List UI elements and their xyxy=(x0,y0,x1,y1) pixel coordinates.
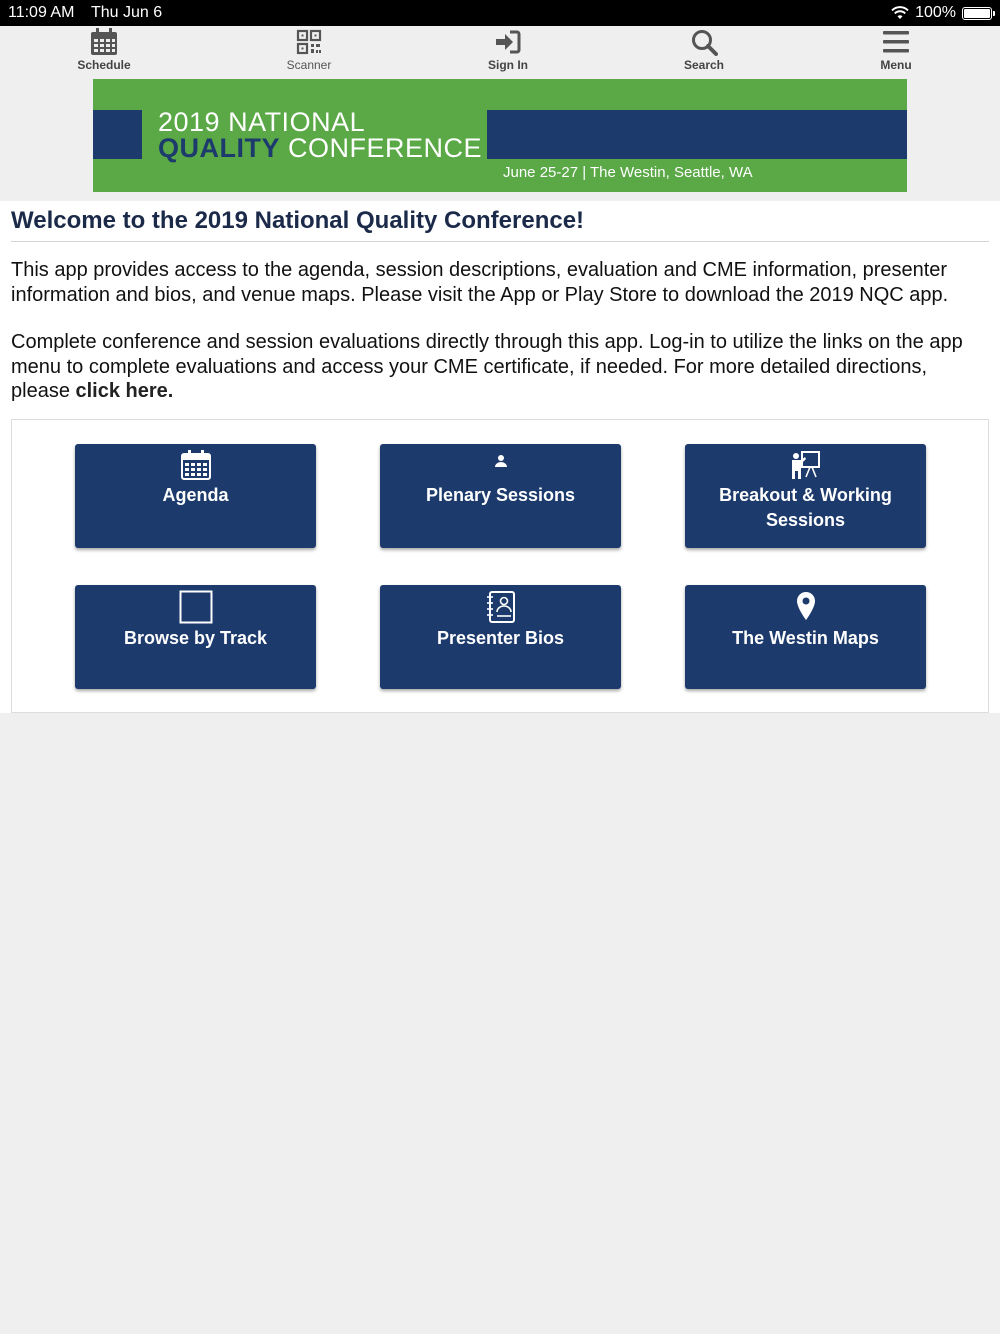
presenter-bios-tile[interactable] xyxy=(380,585,621,689)
tab-menu[interactable] xyxy=(851,26,941,79)
tile-label: Presenter Bios xyxy=(436,628,565,648)
click-here-link[interactable]: click here. xyxy=(75,380,174,402)
tab-search[interactable] xyxy=(659,26,749,79)
qr-code-icon xyxy=(295,28,323,56)
tab-schedule[interactable] xyxy=(59,26,149,79)
wifi-icon xyxy=(891,6,909,20)
tile-label: The Westin Maps xyxy=(732,628,879,648)
tab-sign-in[interactable] xyxy=(463,26,553,79)
tab-label: Sign In xyxy=(488,58,528,72)
banner-area xyxy=(0,79,1000,201)
map-pin-icon xyxy=(790,590,822,624)
evaluation-paragraph xyxy=(11,330,991,404)
banner-stripe-left xyxy=(93,110,142,159)
page-title: Welcome to the 2019 National Quality Conference! xyxy=(11,207,989,242)
browse-by-track-tile[interactable] xyxy=(75,585,316,689)
breakout-working-sessions-tile[interactable] xyxy=(685,444,926,548)
sign-in-icon xyxy=(494,28,522,56)
calendar-icon xyxy=(90,28,118,56)
status-bar xyxy=(0,0,1000,26)
banner-title-rest: CONFERENCE xyxy=(280,133,483,163)
tab-label: Scanner xyxy=(286,58,332,72)
conference-banner xyxy=(93,79,907,192)
search-icon xyxy=(690,28,718,56)
battery-percent: 100% xyxy=(915,4,956,21)
tab-label: Schedule xyxy=(77,58,131,72)
banner-title-line2 xyxy=(158,133,482,164)
status-date: Thu Jun 6 xyxy=(91,4,163,21)
tile-label: Browse by Track xyxy=(123,628,268,648)
tile-grid xyxy=(11,419,989,713)
person-icon xyxy=(485,449,517,481)
tab-label: Menu xyxy=(880,58,912,72)
intro-paragraph: This app provides access to the agenda, session descriptions, evaluation and CME information, presenter information and bios, and venue maps. Please visit the App or Play Store to download the 2019 NQC app. xyxy=(11,259,949,306)
plenary-sessions-tile[interactable] xyxy=(380,444,621,548)
presenter-board-icon xyxy=(789,449,823,481)
banner-dates: June 25-27 | The Westin, Seattle, WA xyxy=(503,164,753,181)
tile-label: Breakout & Working Sessions xyxy=(719,485,892,530)
banner-highlight-word: QUALITY xyxy=(158,133,280,163)
tab-label: Search xyxy=(683,58,725,72)
tile-label: Plenary Sessions xyxy=(425,485,576,505)
banner-stripe-right xyxy=(487,110,907,159)
empty-square-icon xyxy=(179,590,213,624)
banner-title-line1: 2019 NATIONAL xyxy=(158,107,366,137)
westin-maps-tile[interactable] xyxy=(685,585,926,689)
tile-label: Agenda xyxy=(162,485,229,505)
hamburger-menu-icon xyxy=(882,28,910,56)
evaluation-text: Complete conference and session evaluations directly through this app. Log-in to utilize the links on the app menu to complete evaluations and access your CME certificate, if needed. For more detailed directions, please xyxy=(11,331,963,402)
agenda-tile[interactable] xyxy=(75,444,316,548)
tab-scanner[interactable] xyxy=(264,26,354,79)
main-content xyxy=(0,201,1000,713)
contact-book-icon xyxy=(485,590,517,624)
top-tab-bar xyxy=(0,26,1000,79)
status-right xyxy=(891,4,992,22)
battery-icon xyxy=(962,7,992,20)
status-time: 11:09 AM xyxy=(8,4,75,21)
calendar-icon xyxy=(180,449,212,481)
